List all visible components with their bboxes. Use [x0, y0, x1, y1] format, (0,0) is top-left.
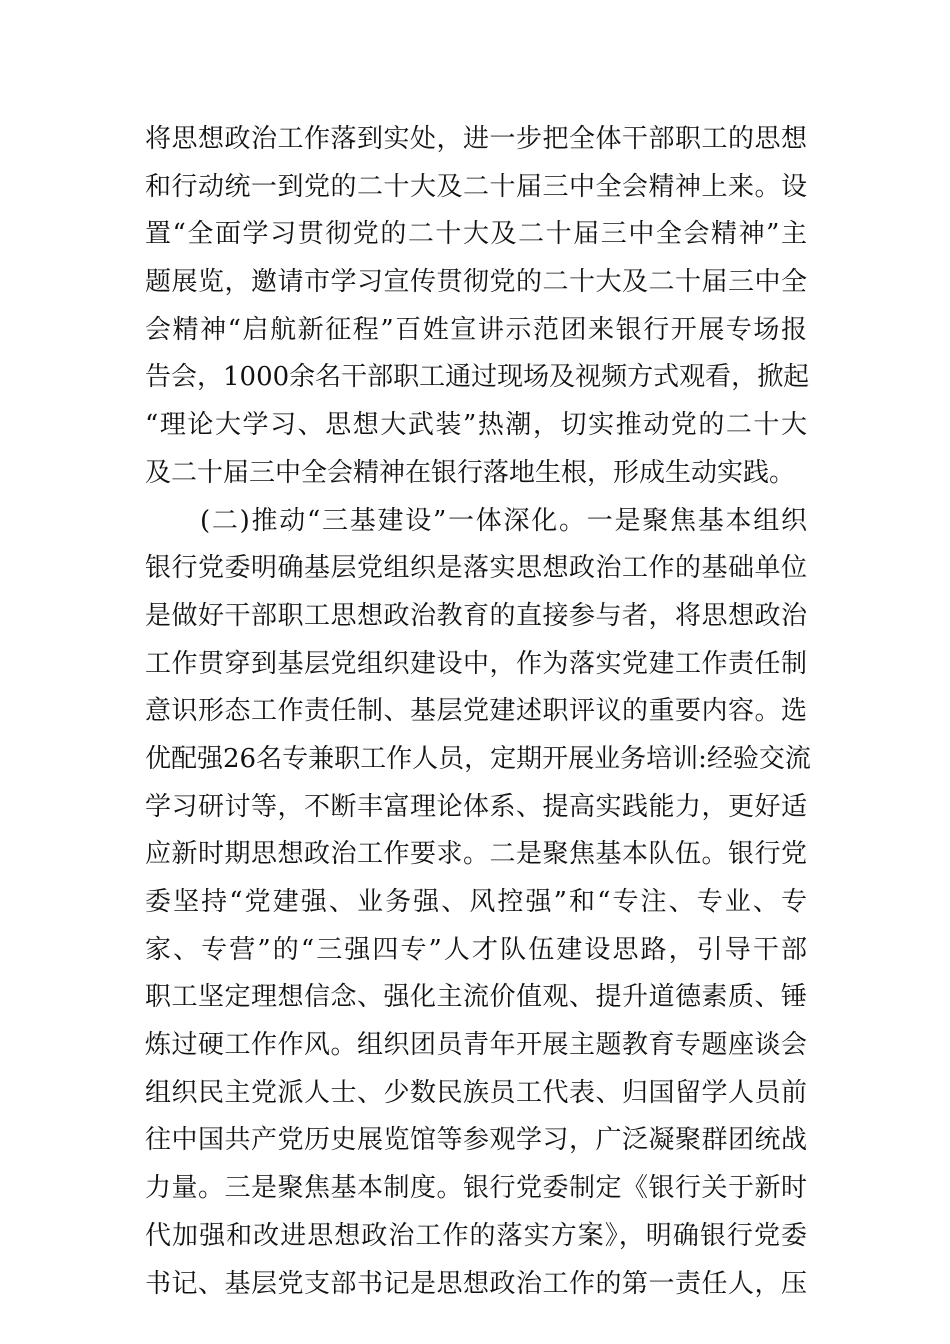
text-line: 代加强和改进思想政治工作的落实方案》，明确银行党委	[145, 1220, 807, 1251]
text-line: 应新时期思想政治工作要求。二是聚焦基本队伍。银行党	[145, 839, 807, 870]
text-line: 告会，1000余名干部职工通过现场及视频方式观看，掀起	[145, 362, 810, 393]
text-line: 意识形态工作责任制、基层党建述职评议的重要内容。选	[145, 696, 807, 727]
text-line: 置“全面学习贯彻党的二十大及二十届三中全会精神”主	[145, 219, 807, 250]
text-line: 炼过硬工作作风。组织团员青年开展主题教育专题座谈会	[145, 1030, 807, 1061]
text-line: 工作贯穿到基层党组织建设中，作为落实党建工作责任制	[145, 648, 807, 679]
text-line: 会精神“启航新征程”百姓宣讲示范团来银行开展专场报	[145, 314, 807, 345]
text-line: 是做好干部职工思想政治教育的直接参与者，将思想政治	[145, 600, 807, 631]
text-line: 委坚持“党建强、业务强、风控强”和“专注、专业、专	[145, 887, 807, 917]
text-line: “理论大学习、思想大武装”热潮，切实推动党的二十大	[145, 410, 807, 441]
text-line: 往中国共产党历史展览馆等参观学习，广泛凝聚群团统战	[145, 1125, 807, 1156]
text-line: 题展览，邀请市学习宣传贯彻党的二十大及二十届三中全	[145, 267, 807, 298]
text-line: (二)推动“三基建设”一体深化。一是聚焦基本组织	[200, 505, 807, 536]
text-line: 家、专营”的“三强四专”人才队伍建设思路，引导干部	[145, 934, 807, 965]
text-line: 和行动统一到党的二十大及二十届三中全会精神上来。设	[145, 171, 807, 202]
text-line: 优配强26名专兼职工作人员，定期开展业务培训:经验交流	[145, 743, 811, 774]
text-line: 组织民主党派人士、少数民族员工代表、归国留学人员前	[145, 1077, 807, 1108]
text-line: 力量。三是聚焦基本制度。银行党委制定《银行关于新时	[145, 1173, 807, 1204]
text-line: 书记、基层党支部书记是思想政治工作的第一责任人，压	[145, 1268, 807, 1299]
text-line: 学习研讨等，不断丰富理论体系、提高实践能力，更好适	[145, 791, 807, 822]
text-line: 职工坚定理想信念、强化主流价值观、提升道德素质、锤	[145, 982, 807, 1013]
text-line: 银行党委明确基层党组织是落实思想政治工作的基础单位	[145, 553, 807, 584]
text-line: 将思想政治工作落到实处，进一步把全体干部职工的思想	[145, 124, 807, 154]
document-page	[145, 116, 811, 1308]
text-line: 及二十届三中全会精神在银行落地生根，形成生动实践。	[145, 457, 796, 488]
